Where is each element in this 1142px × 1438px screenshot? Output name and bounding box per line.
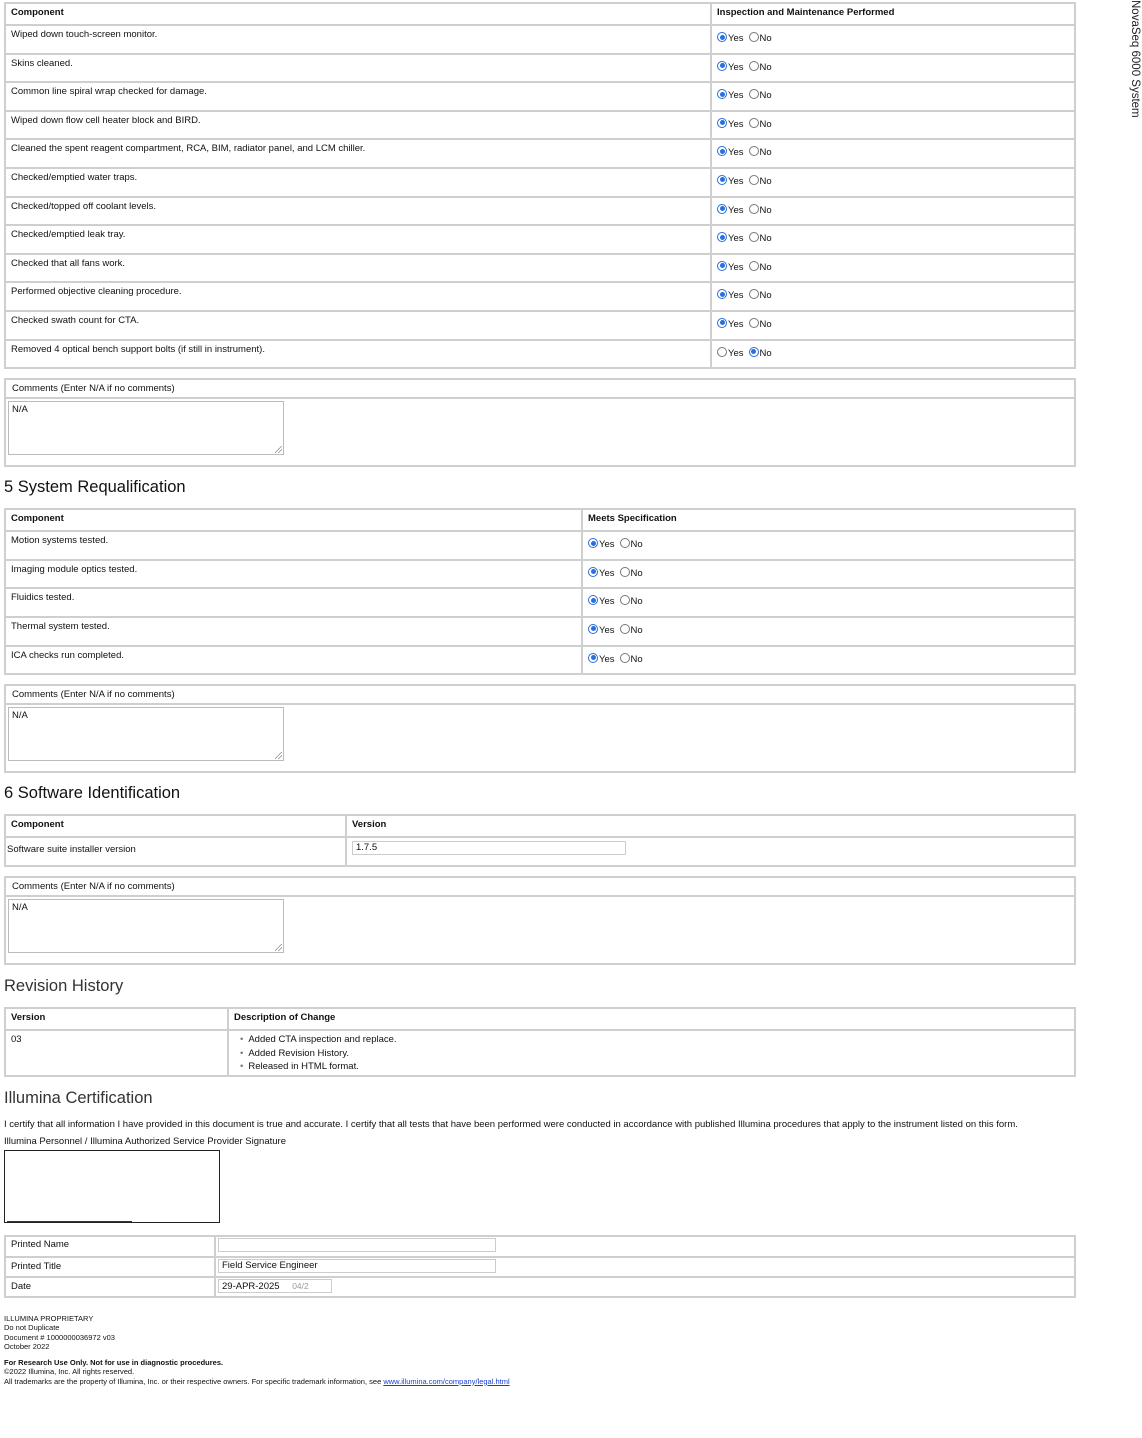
radio-yes-label: Yes xyxy=(728,347,744,359)
radio-yes[interactable] xyxy=(717,146,727,156)
radio-no[interactable] xyxy=(749,89,759,99)
radio-no[interactable] xyxy=(620,595,630,605)
requalification-options-cell xyxy=(582,646,1075,675)
inspection-component-header: Component xyxy=(5,3,711,25)
radio-yes[interactable] xyxy=(717,175,727,185)
radio-no[interactable] xyxy=(749,146,759,156)
signature-label: Illumina Personnel / Illumina Authorized Service Provider Signature xyxy=(4,1135,286,1147)
radio-yes-label: Yes xyxy=(728,233,744,245)
table-row xyxy=(5,197,1075,226)
radio-yes[interactable] xyxy=(588,567,598,577)
revision-version-cell: 03 xyxy=(5,1030,228,1076)
table-row xyxy=(5,225,1075,254)
table-row xyxy=(5,837,1075,866)
inspection-component-cell: Wiped down touch-screen monitor. xyxy=(5,25,711,54)
section-title-software: 6 Software Identification xyxy=(4,784,181,803)
document-side-title: NovaSeq 6000 System xyxy=(1129,0,1141,118)
radio-no-label: No xyxy=(759,204,772,216)
requalification-component-cell: Thermal system tested. xyxy=(5,617,582,646)
radio-yes[interactable] xyxy=(588,538,598,548)
footer-legal-link[interactable]: www.illumina.com/company/legal.html xyxy=(383,1376,510,1386)
radio-no[interactable] xyxy=(749,204,759,214)
inspection-options-cell xyxy=(711,197,1075,226)
comments-label: Comments (Enter N/A if no comments) xyxy=(12,383,175,395)
revision-change-list xyxy=(234,1033,1069,1074)
table-row xyxy=(5,617,1075,646)
table-row xyxy=(5,168,1075,197)
list-item: • Added CTA inspection and replace. xyxy=(240,1033,1069,1047)
comments-label: Comments (Enter N/A if no comments) xyxy=(12,881,175,893)
radio-yes-label: Yes xyxy=(599,624,615,636)
inspection-options-cell xyxy=(711,82,1075,111)
radio-no-label: No xyxy=(630,567,643,579)
software-component-header: Component xyxy=(5,815,346,837)
comments-value: N/A xyxy=(12,710,28,722)
printed-title-input[interactable]: Field Service Engineer xyxy=(218,1259,496,1273)
signature-line xyxy=(7,1221,132,1222)
radio-yes[interactable] xyxy=(717,204,727,214)
list-item: • Added Revision History. xyxy=(240,1047,1069,1061)
inspection-options-cell xyxy=(711,111,1075,140)
footer-duplicate: Do not Duplicate xyxy=(4,1323,60,1333)
date-input[interactable] xyxy=(218,1279,332,1293)
requalification-comments-textarea[interactable] xyxy=(8,707,284,761)
inspection-options-cell xyxy=(711,282,1075,311)
requalification-component-cell: Motion systems tested. xyxy=(5,531,582,560)
radio-no[interactable] xyxy=(749,232,759,242)
radio-no[interactable] xyxy=(620,538,630,548)
radio-no[interactable] xyxy=(620,567,630,577)
requal-component-header: Component xyxy=(5,509,582,531)
revision-description-header: Description of Change xyxy=(228,1008,1075,1030)
footer-document-number: Document # 1000000036972 v03 xyxy=(4,1332,115,1342)
form-page xyxy=(4,2,1076,1386)
requalification-options-cell xyxy=(582,560,1075,589)
inspection-table-body xyxy=(5,25,1075,368)
radio-no-label: No xyxy=(630,596,643,608)
radio-no-label: No xyxy=(759,33,772,44)
comments-value: N/A xyxy=(12,404,28,416)
certification-table xyxy=(4,1235,1076,1298)
radio-yes[interactable] xyxy=(717,289,727,299)
table-row xyxy=(5,560,1075,589)
requalification-table-body xyxy=(5,531,1075,674)
radio-yes[interactable] xyxy=(588,624,598,634)
inspection-component-cell: Removed 4 optical bench support bolts (if still in instrument). xyxy=(5,340,711,369)
resize-handle-icon[interactable] xyxy=(275,752,282,759)
radio-yes[interactable] xyxy=(588,595,598,605)
table-row xyxy=(5,111,1075,140)
inspection-component-cell: Checked that all fans work. xyxy=(5,254,711,283)
inspection-component-cell: Performed objective cleaning procedure. xyxy=(5,282,711,311)
radio-no[interactable] xyxy=(749,318,759,328)
radio-no-label: No xyxy=(759,233,772,245)
inspection-options-cell xyxy=(711,311,1075,340)
inspection-component-cell: Checked swath count for CTA. xyxy=(5,311,711,340)
radio-yes[interactable] xyxy=(717,32,727,42)
table-row xyxy=(5,646,1075,675)
radio-no[interactable] xyxy=(749,118,759,128)
radio-yes-label: Yes xyxy=(728,90,744,102)
radio-yes[interactable] xyxy=(717,232,727,242)
radio-no-label: No xyxy=(759,118,772,130)
revision-table xyxy=(4,1007,1076,1077)
radio-yes[interactable] xyxy=(717,347,727,357)
comments-value: N/A xyxy=(12,902,28,914)
radio-yes-label: Yes xyxy=(728,175,744,187)
requalification-comments xyxy=(4,684,1076,773)
radio-no[interactable] xyxy=(620,624,630,634)
requalification-options-cell xyxy=(582,617,1075,646)
printed-name-label: Printed Name xyxy=(5,1236,215,1257)
table-row xyxy=(5,311,1075,340)
radio-yes[interactable] xyxy=(717,89,727,99)
inspection-comments-textarea[interactable] xyxy=(8,401,284,455)
table-row xyxy=(5,139,1075,168)
software-comments xyxy=(4,876,1076,965)
inspection-options-cell xyxy=(711,54,1075,83)
signature-box[interactable] xyxy=(4,1150,220,1223)
table-row xyxy=(5,588,1075,617)
inspection-options-cell xyxy=(711,254,1075,283)
software-table xyxy=(4,814,1076,867)
software-version-input[interactable]: 1.7.5 xyxy=(352,841,626,855)
table-row xyxy=(5,54,1075,83)
comments-divider xyxy=(6,397,1074,399)
radio-yes[interactable] xyxy=(717,118,727,128)
requalification-component-cell: ICA checks run completed. xyxy=(5,646,582,675)
radio-no[interactable] xyxy=(749,61,759,71)
radio-yes-label: Yes xyxy=(599,567,615,579)
radio-no-label: No xyxy=(759,61,772,73)
comments-divider xyxy=(6,895,1074,897)
radio-yes-label: Yes xyxy=(728,261,744,273)
radio-no-label: No xyxy=(630,624,643,636)
radio-no[interactable] xyxy=(749,347,759,357)
requalification-options-cell xyxy=(582,531,1075,560)
certification-statement: I certify that all information I have provided in this document is true and accurate. I certify that all tests that have been performed were conducted in accordance with published Illumina procedures that apply to the instrument listed on this form. xyxy=(4,1118,1018,1130)
inspection-component-cell: Common line spiral wrap checked for damage. xyxy=(5,82,711,111)
radio-no-label: No xyxy=(759,90,772,102)
revision-version-header: Version xyxy=(5,1008,228,1030)
radio-yes[interactable] xyxy=(717,318,727,328)
date-label: Date xyxy=(5,1277,215,1297)
section-title-certification: Illumina Certification xyxy=(4,1088,153,1107)
printed-title-label: Printed Title xyxy=(5,1257,215,1277)
radio-no[interactable] xyxy=(749,175,759,185)
table-row xyxy=(5,1277,1075,1297)
inspection-result-header: Inspection and Maintenance Performed xyxy=(711,3,1075,25)
radio-yes[interactable] xyxy=(717,261,727,271)
radio-yes-label: Yes xyxy=(728,118,744,130)
footer-copyright: ©2022 Illumina, Inc. All rights reserved. xyxy=(4,1367,135,1377)
requalification-options-cell xyxy=(582,588,1075,617)
inspection-options-cell xyxy=(711,168,1075,197)
inspection-table xyxy=(4,2,1076,369)
inspection-component-cell: Checked/emptied leak tray. xyxy=(5,225,711,254)
inspection-options-cell xyxy=(711,25,1075,54)
requalification-table xyxy=(4,508,1076,675)
table-row xyxy=(5,1236,1075,1257)
radio-no-label: No xyxy=(630,539,643,551)
table-row xyxy=(5,1257,1075,1277)
radio-no[interactable] xyxy=(749,261,759,271)
radio-yes-label: Yes xyxy=(599,539,615,551)
inspection-component-cell: Checked/topped off coolant levels. xyxy=(5,197,711,226)
footer-proprietary: ILLUMINA PROPRIETARY xyxy=(4,1313,94,1323)
radio-yes-label: Yes xyxy=(728,61,744,73)
date-value: 29-APR-2025 xyxy=(222,1280,280,1292)
date-hint: 04/2 xyxy=(292,1280,309,1291)
radio-no[interactable] xyxy=(749,32,759,42)
footer-research-use: For Research Use Only. Not for use in diagnostic procedures. xyxy=(4,1357,224,1367)
radio-no[interactable] xyxy=(620,653,630,663)
radio-no-label: No xyxy=(759,175,772,187)
document-footer xyxy=(4,1314,1076,1387)
footer-date: October 2022 xyxy=(4,1342,50,1352)
resize-handle-icon[interactable] xyxy=(275,446,282,453)
radio-yes[interactable] xyxy=(717,61,727,71)
inspection-options-cell xyxy=(711,139,1075,168)
radio-yes-label: Yes xyxy=(728,318,744,330)
radio-no-label: No xyxy=(759,147,772,159)
footer-trademarks: All trademarks are the property of Illumina, Inc. or their respective owners. For specific trademark information, see xyxy=(4,1376,384,1386)
section-title-requalification: 5 System Requalification xyxy=(4,478,186,497)
radio-no-label: No xyxy=(759,318,772,330)
radio-no-label: No xyxy=(759,261,772,273)
radio-yes[interactable] xyxy=(588,653,598,663)
radio-yes-label: Yes xyxy=(728,147,744,159)
inspection-component-cell: Wiped down flow cell heater block and BIRD. xyxy=(5,111,711,140)
radio-yes-label: Yes xyxy=(728,204,744,216)
radio-yes-label: Yes xyxy=(728,290,744,302)
table-row xyxy=(5,340,1075,369)
inspection-options-cell xyxy=(711,340,1075,369)
radio-yes-label: Yes xyxy=(599,596,615,608)
requalification-component-cell: Fluidics tested. xyxy=(5,588,582,617)
radio-no-label: No xyxy=(759,290,772,302)
radio-yes-label: Yes xyxy=(728,33,744,44)
radio-no-label: No xyxy=(759,347,772,359)
requalification-component-cell: Imaging module optics tested. xyxy=(5,560,582,589)
list-item: • Released in HTML format. xyxy=(240,1060,1069,1074)
comments-divider xyxy=(6,703,1074,705)
software-version-header: Version xyxy=(346,815,1075,837)
table-row xyxy=(5,254,1075,283)
resize-handle-icon[interactable] xyxy=(275,944,282,951)
table-row xyxy=(5,531,1075,560)
radio-yes-label: Yes xyxy=(599,653,615,665)
requal-result-header: Meets Specification xyxy=(582,509,1075,531)
inspection-component-cell: Skins cleaned. xyxy=(5,54,711,83)
inspection-options-cell xyxy=(711,225,1075,254)
inspection-comments xyxy=(4,378,1076,467)
inspection-component-cell: Cleaned the spent reagent compartment, RCA, BIM, radiator panel, and LCM chiller. xyxy=(5,139,711,168)
comments-label: Comments (Enter N/A if no comments) xyxy=(12,689,175,701)
radio-no-label: No xyxy=(630,653,643,665)
software-comments-textarea[interactable] xyxy=(8,899,284,953)
table-row xyxy=(5,282,1075,311)
section-title-revision-history: Revision History xyxy=(4,977,124,996)
radio-no[interactable] xyxy=(749,289,759,299)
table-row xyxy=(5,1030,1075,1076)
inspection-component-cell: Checked/emptied water traps. xyxy=(5,168,711,197)
software-component-cell: Software suite installer version xyxy=(5,837,346,866)
table-row xyxy=(5,82,1075,111)
table-row xyxy=(5,25,1075,54)
printed-name-input[interactable] xyxy=(218,1238,496,1252)
